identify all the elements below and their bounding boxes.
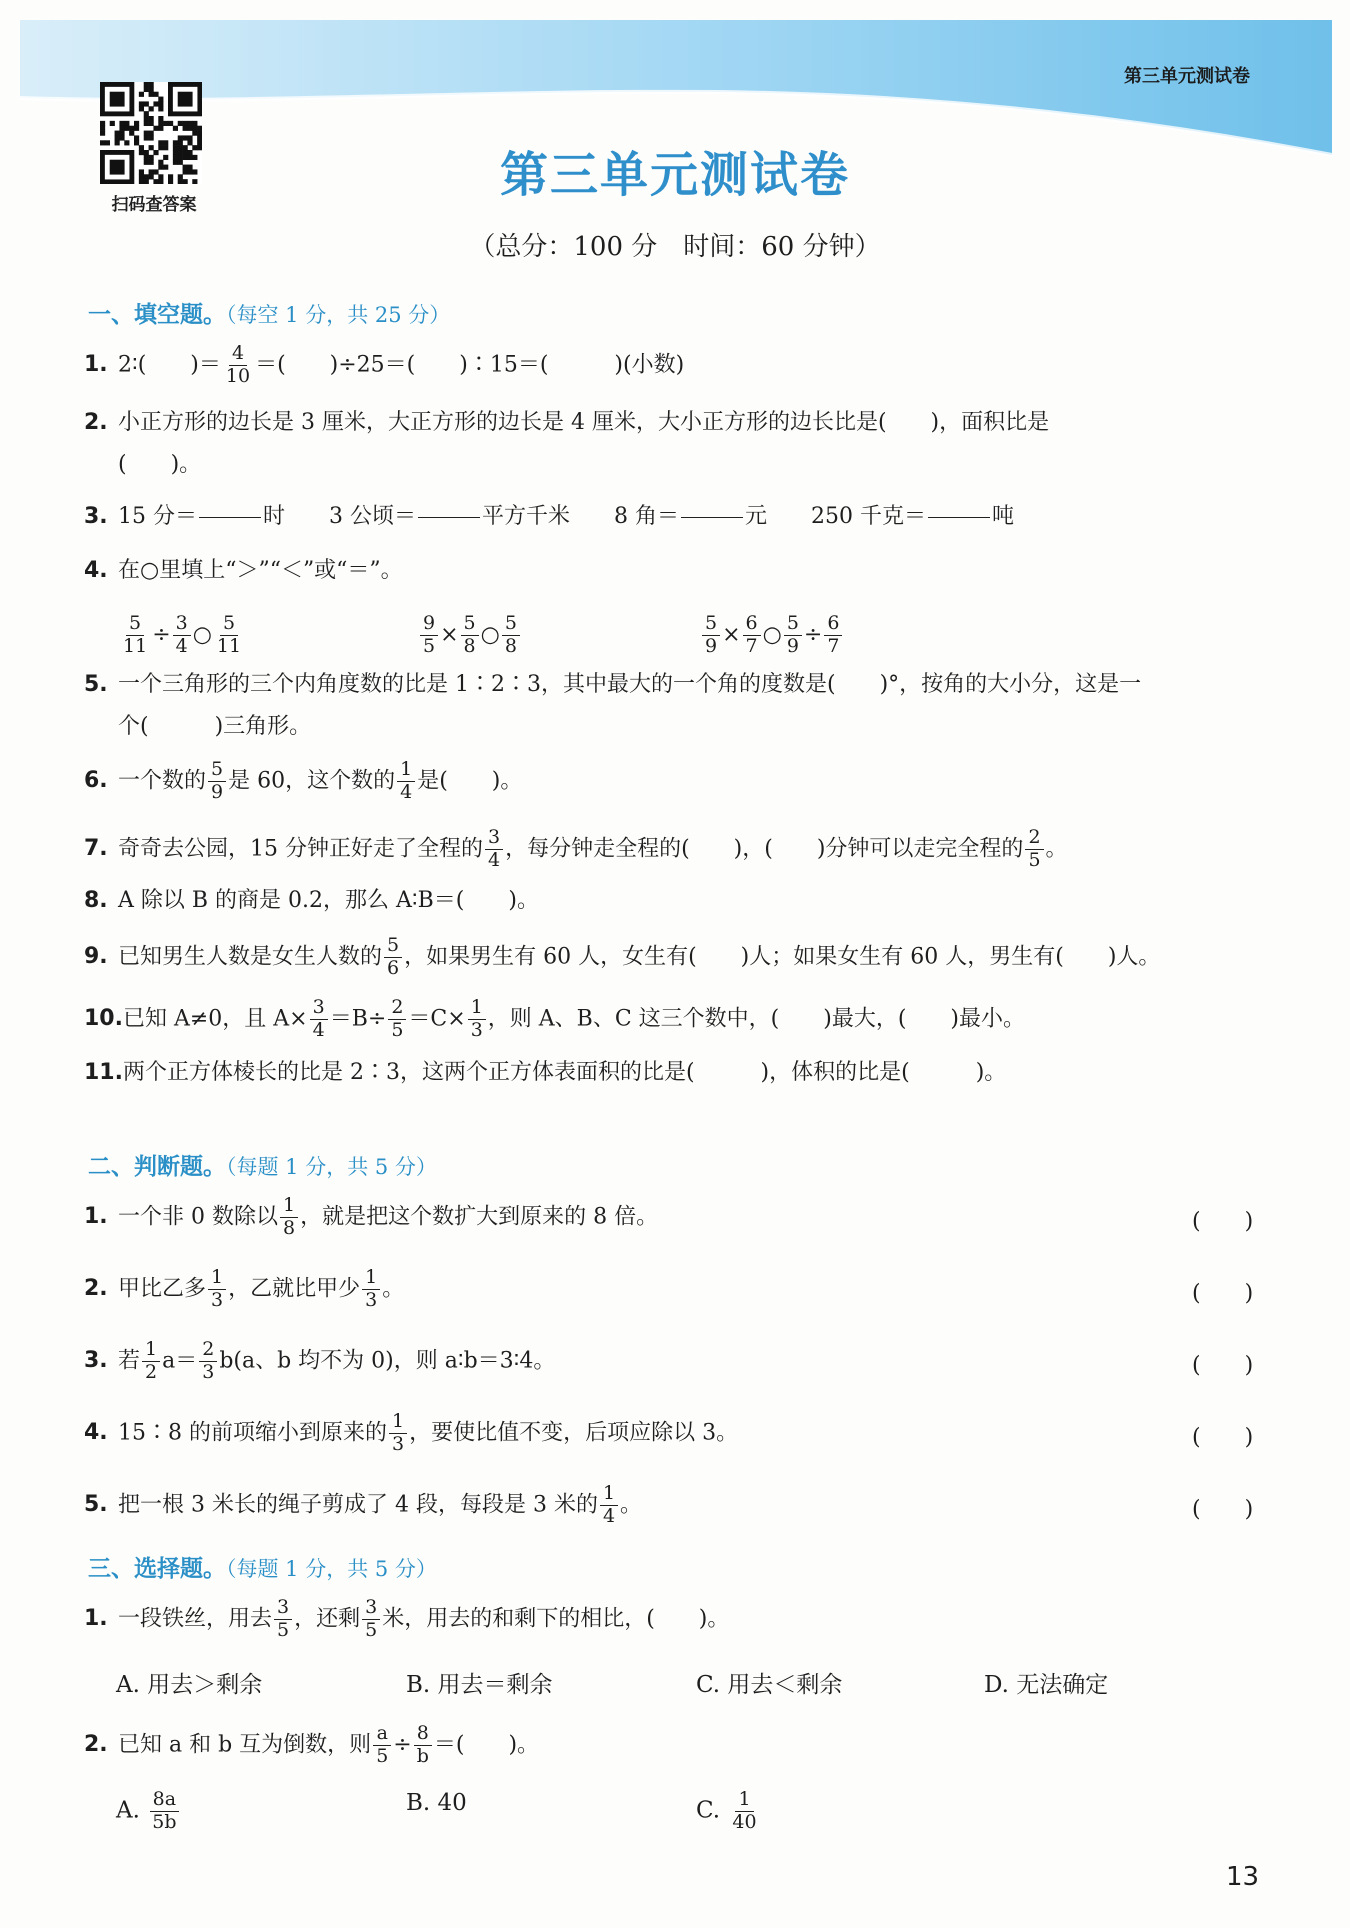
question-text: 15 分＝ [118, 504, 197, 529]
question-text: 元 250 千克＝ [745, 504, 926, 529]
fraction-denominator: 5 [1028, 848, 1041, 871]
question-text: 甲比乙多 [118, 1276, 207, 1302]
question-number: 2. [84, 410, 108, 435]
answer-parentheses: ( ) [1192, 1497, 1254, 1522]
question-number: 4. [84, 558, 108, 583]
fill-question [84, 998, 1284, 1041]
question-text: × [440, 622, 459, 648]
question-text: ○ [480, 622, 500, 648]
question-text: 一个三角形的三个内角度数的比是 1∶2∶3，其中最大的一个角的度数是( )°，按角的大小分，这是一 [118, 672, 1142, 697]
section-title: 二、判断题。 [88, 1154, 226, 1180]
option-value [147, 1788, 181, 1833]
question-text: 一个非 0 数除以 [118, 1204, 278, 1230]
question-body [118, 936, 1160, 979]
page-title: 第三单元测试卷 [499, 147, 850, 203]
fraction-denominator: 8 [463, 634, 476, 657]
option-letter: C. [696, 1797, 728, 1824]
fraction-denominator: 8 [504, 634, 517, 657]
fraction-denominator: 3 [202, 1360, 215, 1383]
section-heading-judge [88, 1148, 437, 1181]
option-value [727, 1788, 761, 1833]
fraction [743, 614, 761, 657]
question-text: 在○里填上“＞”“＜”或“＝”。 [118, 558, 403, 583]
fraction [280, 1196, 298, 1239]
fraction-numerator: 5 [784, 614, 802, 636]
fraction-numerator: 6 [743, 614, 761, 636]
fraction-denominator: 11 [216, 634, 242, 657]
fraction-numerator: 1 [280, 1196, 298, 1218]
fraction-numerator: 5 [220, 614, 238, 636]
fraction [928, 516, 990, 519]
fraction-numerator: 5 [502, 614, 520, 636]
fraction-denominator: 4 [312, 1018, 325, 1041]
fraction-numerator: 2 [1025, 828, 1043, 850]
question-text: 是 60，这个数的 [228, 768, 396, 794]
question-body [123, 998, 1025, 1041]
section-heading-fill [88, 296, 450, 329]
judge-question [84, 1268, 1284, 1311]
fraction [208, 1268, 226, 1311]
question-number: 11. [84, 1060, 123, 1085]
question-number: 5. [84, 672, 108, 697]
answer-parentheses: ( ) [1192, 1281, 1254, 1306]
question-text: 两个正方体棱长的比是 2∶3，这两个正方体表面积的比是( )，体积的比是( )。 [122, 1060, 1007, 1085]
question-text: ○ [762, 622, 782, 648]
choice-option [116, 1790, 182, 1833]
fill-question [84, 936, 1284, 979]
fraction-numerator: 3 [274, 1598, 292, 1620]
question-text: 一段铁丝，用去 [118, 1606, 273, 1632]
question-number: 1. [84, 1204, 108, 1230]
question-body [118, 1724, 539, 1767]
section-title: 一、填空题。 [88, 302, 226, 328]
question-text: a＝ [162, 1348, 198, 1374]
question-text: 平方千米 8 角＝ [482, 504, 679, 529]
fraction-numerator: 3 [362, 1598, 380, 1620]
option-value: 用去＝剩余 [437, 1672, 553, 1698]
question-text: 2∶( )＝ [118, 352, 221, 378]
question-number: 1. [84, 1606, 108, 1632]
question-body [118, 664, 1141, 706]
fraction-denominator: 40 [732, 1810, 757, 1833]
fraction [362, 1598, 380, 1641]
question-text: ，乙就比甲少 [228, 1276, 361, 1302]
fraction-numerator: 8a [150, 1790, 179, 1812]
fraction [362, 1268, 380, 1311]
question-text: ÷ [393, 1732, 412, 1758]
fraction [485, 828, 503, 871]
question-text: ，就是把这个数扩大到原来的 8 倍。 [300, 1204, 659, 1230]
question-body [118, 1412, 738, 1455]
fraction [389, 1412, 407, 1455]
fraction-denominator: 5b [152, 1810, 177, 1833]
compare-expression [118, 614, 246, 657]
section-heading-choice [88, 1550, 437, 1583]
fraction-denominator: 6 [387, 956, 400, 979]
fraction-denominator: 11 [123, 634, 148, 657]
fraction-denominator: 3 [392, 1432, 405, 1455]
question-text: 已知男生人数是女生人数的 [118, 944, 383, 970]
question-body [118, 402, 1049, 444]
option-value: 无法确定 [1016, 1672, 1109, 1698]
question-continuation: 个( )三角形。 [118, 714, 312, 739]
question-number: 6. [84, 768, 108, 794]
section-points: （每题 1 分，共 5 分） [226, 1557, 437, 1581]
question-text: ，还剩 [294, 1606, 361, 1632]
fraction [461, 614, 479, 657]
question-body [118, 880, 539, 922]
section-points: （每题 1 分，共 5 分） [226, 1155, 437, 1179]
fill-question [84, 1052, 1284, 1094]
fraction-denominator: 7 [827, 634, 840, 657]
fraction [120, 614, 150, 657]
fraction-denominator [928, 518, 990, 519]
answer-parentheses: ( ) [1192, 1353, 1254, 1378]
answer-parentheses: ( ) [1192, 1209, 1254, 1234]
fraction [388, 998, 406, 1041]
fraction-denominator [199, 518, 261, 519]
question-text: ，每分钟走全程的( )，( )分钟可以走完全程的 [505, 836, 1024, 862]
question-text: A 除以 B 的商是 0.2，那么 A∶B＝( )。 [118, 888, 539, 913]
question-body [118, 1196, 658, 1239]
fraction-numerator: 5 [702, 614, 720, 636]
question-text: 时 3 公顷＝ [263, 504, 416, 529]
question-text: ，则 A、B、C 这三个数中，( )最大，( )最小。 [487, 1006, 1026, 1032]
fraction [681, 516, 743, 519]
option-letter: C. [696, 1672, 728, 1698]
fraction [373, 1724, 391, 1767]
fill-question [84, 880, 1284, 922]
fraction [274, 1598, 292, 1641]
fraction [149, 1790, 179, 1833]
answer-parentheses: ( ) [1192, 1425, 1254, 1450]
fraction-denominator: 10 [225, 364, 251, 387]
fill-question [84, 664, 1284, 748]
option-letter: A. [116, 1672, 148, 1698]
question-text: 小正方形的边长是 3 厘米，大正方形的边长是 4 厘米，大小正方形的边长比是( )，面积比是 [118, 410, 1050, 435]
question-text: ，如果男生有 60 人，女生有( )人；如果女生有 60 人，男生有( )人。 [404, 944, 1161, 970]
question-number: 1. [84, 352, 108, 378]
fraction-denominator: 2 [145, 1360, 158, 1383]
choice-option [696, 1790, 762, 1833]
fraction [310, 998, 328, 1041]
fraction-numerator: 2 [388, 998, 406, 1020]
fraction-denominator: 5 [277, 1618, 290, 1641]
question-body [118, 1268, 404, 1311]
qr-caption: 扫码查答案 [111, 195, 197, 215]
question-text: 吨 [992, 504, 1015, 529]
fraction-denominator: 9 [211, 780, 224, 803]
question-text: ＝( )。 [433, 1732, 540, 1758]
choice-option [406, 1790, 467, 1816]
question-text: ÷ [803, 622, 823, 648]
choice-option [116, 1666, 262, 1699]
fraction-numerator: 9 [420, 614, 438, 636]
fraction-numerator: 5 [208, 760, 226, 782]
section-points: （每空 1 分，共 25 分） [226, 303, 451, 327]
question-text: 已知 a 和 b 互为倒数，则 [118, 1732, 372, 1758]
choice-option [406, 1666, 553, 1699]
fraction-denominator: 8 [282, 1216, 296, 1239]
judge-question [84, 1340, 1284, 1383]
fill-question [84, 828, 1284, 871]
question-number: 5. [84, 1492, 108, 1518]
question-text: 是( )。 [417, 768, 523, 794]
fraction [142, 1340, 160, 1383]
fraction-denominator: 3 [365, 1288, 378, 1311]
page-number: 13 [1226, 1862, 1260, 1892]
question-text: 。 [620, 1492, 643, 1518]
judge-question [84, 1196, 1284, 1239]
fraction [824, 614, 842, 657]
choice-option [696, 1666, 842, 1699]
fraction-denominator [681, 518, 743, 519]
question-body [118, 828, 1068, 871]
judge-question [84, 1484, 1284, 1527]
fill-question [84, 402, 1284, 486]
fraction-numerator: 1 [142, 1340, 160, 1362]
fraction [502, 614, 520, 657]
question-number: 2. [84, 1276, 108, 1302]
fraction [468, 998, 486, 1041]
question-text: × [722, 622, 741, 648]
fraction-numerator: 6 [824, 614, 842, 636]
question-text: b(a、b 均不为 0)，则 a∶b＝3∶4。 [219, 1348, 556, 1374]
fraction-denominator: 3 [211, 1288, 224, 1311]
judge-question [84, 1412, 1284, 1455]
option-letter: A. [116, 1797, 148, 1824]
fraction [199, 1340, 217, 1383]
fraction-denominator [418, 518, 480, 519]
fraction-denominator: b [416, 1744, 429, 1767]
fraction-numerator: 1 [468, 998, 486, 1020]
fraction [1025, 828, 1043, 871]
option-letter: B. [406, 1672, 438, 1698]
fraction-denominator: 4 [488, 848, 501, 871]
question-body [118, 1598, 729, 1641]
question-text: 。 [1045, 836, 1068, 862]
question-text: 把一根 3 米长的绳子剪成了 4 段，每段是 3 米的 [118, 1492, 598, 1518]
fraction [784, 614, 802, 657]
fraction-numerator: 4 [229, 344, 247, 366]
question-number: 7. [84, 836, 108, 862]
question-text: 已知 A≠0，且 A× [122, 1006, 308, 1032]
fraction-numerator: 1 [600, 1484, 618, 1506]
option-value: 40 [437, 1790, 467, 1816]
question-body [118, 344, 684, 387]
fraction-numerator: 5 [384, 936, 402, 958]
fraction-denominator: 5 [376, 1744, 389, 1767]
fraction-numerator: 1 [389, 1412, 407, 1434]
fraction-numerator: 5 [126, 614, 144, 636]
fraction-denominator: 5 [423, 634, 436, 657]
compare-expression [418, 614, 522, 657]
question-number: 3. [84, 504, 108, 529]
question-body [118, 1340, 555, 1383]
question-number: 2. [84, 1732, 108, 1758]
question-text: 若 [118, 1348, 141, 1374]
fraction-denominator: 5 [391, 1018, 404, 1041]
fraction [418, 516, 480, 519]
question-number: 4. [84, 1420, 108, 1446]
question-text: 米，用去的和剩下的相比，( )。 [382, 1606, 730, 1632]
fraction-numerator: 3 [173, 614, 191, 636]
fraction-denominator: 9 [786, 634, 799, 657]
fraction-numerator: a [373, 1724, 391, 1746]
fill-question [84, 496, 1284, 538]
fraction-numerator: 5 [461, 614, 479, 636]
question-body [118, 1484, 642, 1527]
section-title: 三、选择题。 [88, 1556, 226, 1582]
fraction-numerator: 8 [414, 1724, 432, 1746]
question-body [118, 496, 1014, 538]
fraction-denominator: 7 [745, 634, 758, 657]
fraction [208, 760, 226, 803]
question-continuation: ( )。 [118, 452, 202, 477]
question-text: ＝C× [408, 1006, 466, 1032]
fraction [600, 1484, 618, 1527]
fraction-numerator: 1 [735, 1790, 753, 1812]
option-letter: D. [984, 1672, 1017, 1698]
fraction [199, 516, 261, 519]
fraction [420, 614, 438, 657]
question-text: 奇奇去公园，15 分钟正好走了全程的 [118, 836, 483, 862]
fraction [702, 614, 720, 657]
fill-question [84, 550, 1284, 592]
fraction-denominator: 4 [602, 1504, 616, 1527]
question-text: ＝B÷ [329, 1006, 387, 1032]
question-body [123, 1052, 1006, 1094]
unit-tag: 第三单元测试卷 [1124, 66, 1250, 87]
question-text: 15∶8 的前项缩小到原来的 [118, 1420, 387, 1446]
question-text: ＝( )÷25＝( )∶15＝( )(小数) [255, 352, 685, 378]
choice-option [984, 1666, 1108, 1699]
question-number: 10. [84, 1006, 123, 1032]
question-text: 。 [382, 1276, 405, 1302]
fraction [384, 936, 402, 979]
fraction-denominator: 4 [175, 634, 188, 657]
fraction-denominator: 3 [470, 1018, 483, 1041]
question-number: 3. [84, 1348, 108, 1374]
question-body [118, 760, 522, 803]
question-text: ，要使比值不变，后项应除以 3。 [409, 1420, 739, 1446]
page-subtitle: （总分：100 分 时间：60 分钟） [469, 232, 881, 262]
fill-question [84, 344, 1284, 387]
fraction-denominator: 4 [400, 780, 413, 803]
fraction [414, 1724, 432, 1767]
fraction [214, 614, 244, 657]
choice-question [84, 1598, 1284, 1641]
fraction-numerator: 1 [208, 1268, 226, 1290]
fraction-numerator: 3 [310, 998, 328, 1020]
fraction-denominator: 5 [365, 1618, 378, 1641]
fraction [729, 1790, 759, 1833]
fill-question [84, 760, 1284, 803]
question-text: 一个数的 [118, 768, 207, 794]
question-number: 8. [84, 888, 108, 913]
question-text: ÷ [152, 622, 171, 648]
option-value: 用去＞剩余 [147, 1672, 263, 1698]
fraction [223, 344, 253, 387]
fraction-numerator: 1 [397, 760, 415, 782]
option-value: 用去＜剩余 [727, 1672, 843, 1698]
option-letter: B. [406, 1790, 438, 1816]
fraction-numerator: 1 [362, 1268, 380, 1290]
question-text: ○ [192, 622, 212, 648]
fraction-denominator: 9 [705, 634, 718, 657]
fraction [173, 614, 191, 657]
fraction-numerator: 3 [485, 828, 503, 850]
choice-question [84, 1724, 1284, 1767]
question-number: 9. [84, 944, 108, 970]
compare-expression [700, 614, 844, 657]
fraction [397, 760, 415, 803]
question-body [118, 550, 403, 592]
fraction-numerator: 2 [199, 1340, 217, 1362]
